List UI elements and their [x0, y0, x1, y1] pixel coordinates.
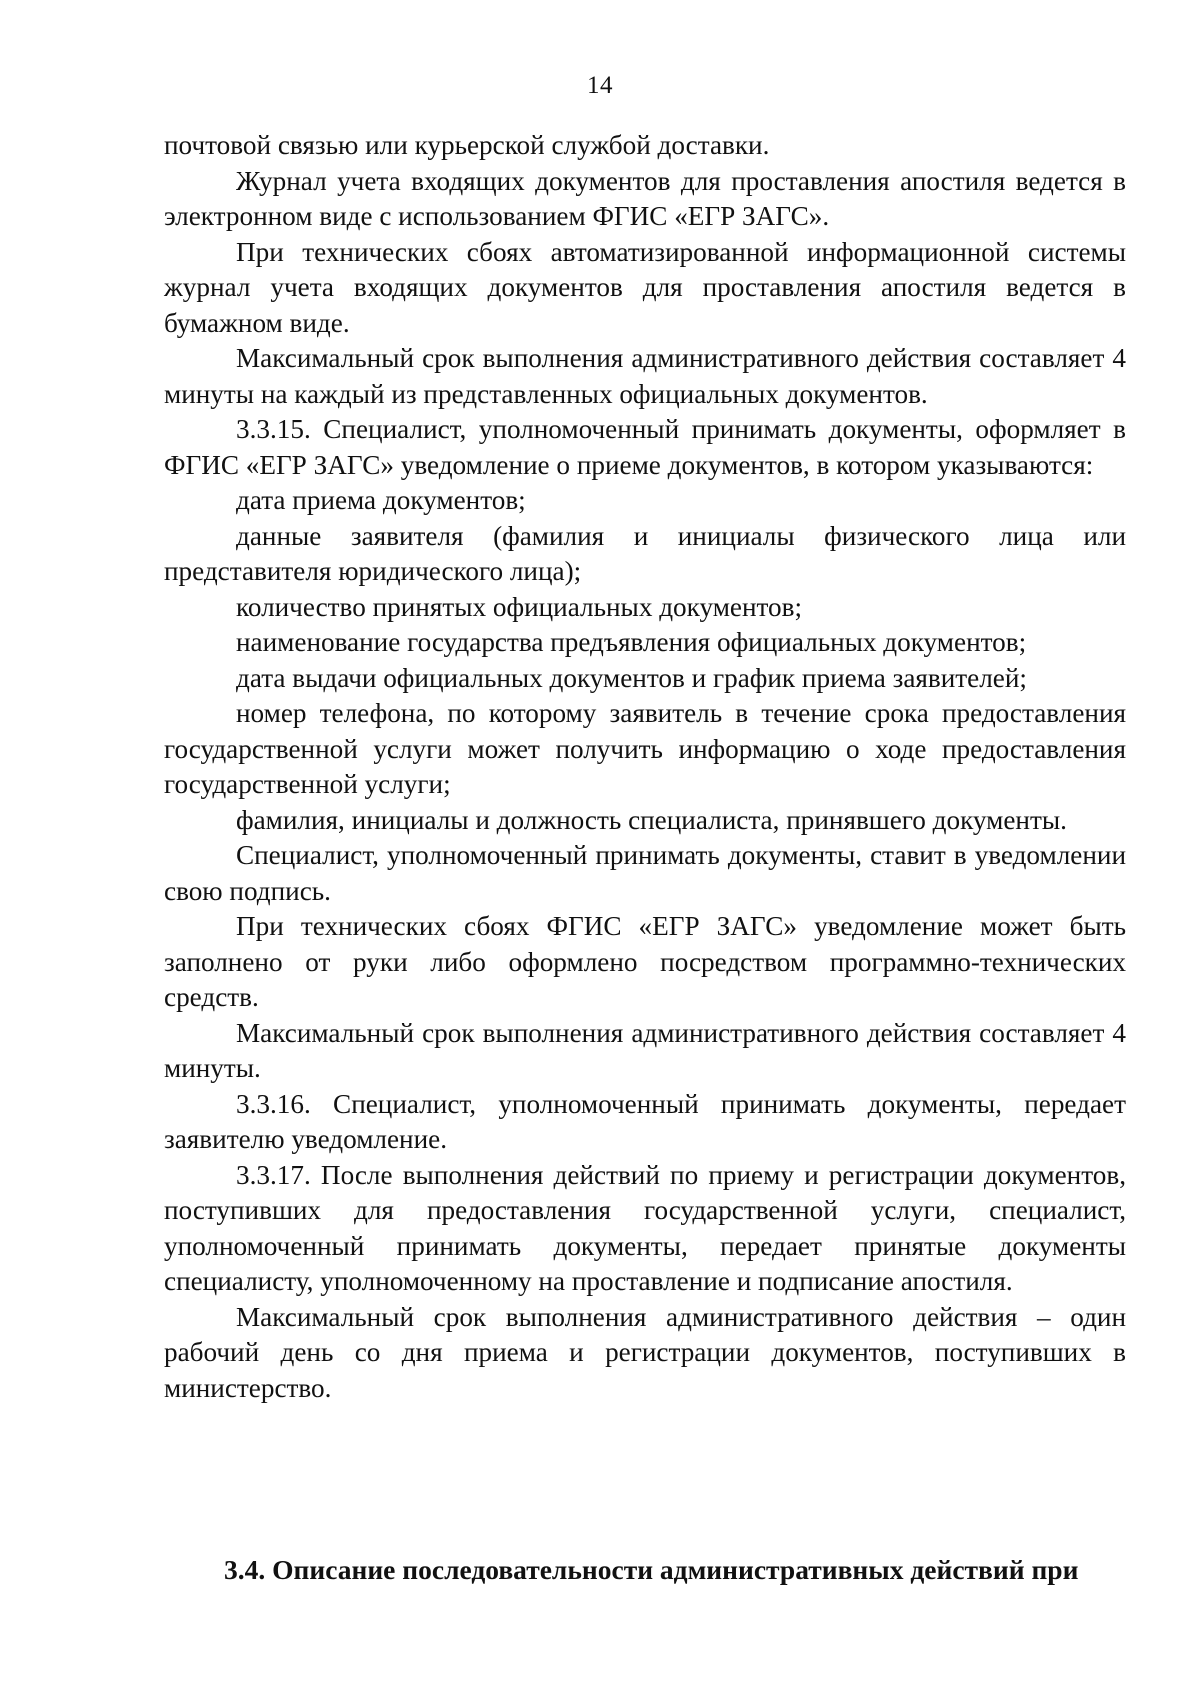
paragraph-journal-paper: При технических сбоях автоматизированной информационной системы журнал учета входящих документов для проставления апостиля ведется в бумажном виде. — [164, 236, 1126, 338]
page-number: 14 — [587, 72, 613, 99]
clause-3-3-17: 3.3.17. После выполнения действий по приему и регистрации документов, поступивших для предоставления государственной услуги, специалист, уполномоченный принимать документы, передает принятые документы специалисту, уполномоченному на проставление и подписание апостиля. — [164, 1159, 1126, 1296]
list-item-phone: номер телефона, по которому заявитель в течение срока предоставления государственной услуги может получить информацию о ходе предоставления государственной услуги; — [164, 698, 1126, 799]
paragraph-continuation: почтовой связью или курьерской службой доставки. — [164, 130, 770, 160]
section-heading-3-4: 3.4. Описание последовательности административных действий при — [224, 1554, 1079, 1585]
clause-3-3-16: 3.3.16. Специалист, уполномоченный принимать документы, передает заявителю уведомление. — [164, 1088, 1126, 1154]
paragraph-max-term-3: Максимальный срок выполнения административного действия – один рабочий день со дня приема и регистрации документов, поступивших в министерство. — [164, 1301, 1126, 1403]
body-text — [164, 128, 1126, 1406]
list-item-date: дата приема документов; — [236, 485, 526, 515]
paragraph-signature: Специалист, уполномоченный принимать документы, ставит в уведомлении свою подпись. — [164, 840, 1126, 906]
list-item-applicant: данные заявителя (фамилия и инициалы физического лица или представителя юридического лица); — [164, 520, 1126, 586]
paragraph-max-term-2: Максимальный срок выполнения административного действия составляет 4 минуты. — [164, 1017, 1126, 1083]
list-item-specialist: фамилия, инициалы и должность специалиста, принявшего документы. — [236, 804, 1067, 835]
paragraph-journal-electronic: Журнал учета входящих документов для проставления апостиля ведется в электронном виде с использованием ФГИС «ЕГР ЗАГС». — [164, 165, 1126, 231]
list-item-state: наименование государства предъявления официальных документов; — [236, 627, 1027, 657]
paragraph-tech-failure: При технических сбоях ФГИС «ЕГР ЗАГС» уведомление может быть заполнено от руки либо оформлено посредством программно-технических средств. — [164, 911, 1126, 1012]
list-item-issue-date: дата выдачи официальных документов и график приема заявителей; — [236, 662, 1027, 693]
paragraph-max-term-1: Максимальный срок выполнения административного действия составляет 4 минуты на каждый из представленных официальных документов. — [164, 343, 1126, 409]
list-item-count: количество принятых официальных документов; — [236, 591, 803, 622]
clause-3-3-15: 3.3.15. Специалист, уполномоченный принимать документы, оформляет в ФГИС «ЕГР ЗАГС» уведомление о приеме документов, в котором указываются: — [164, 414, 1126, 480]
